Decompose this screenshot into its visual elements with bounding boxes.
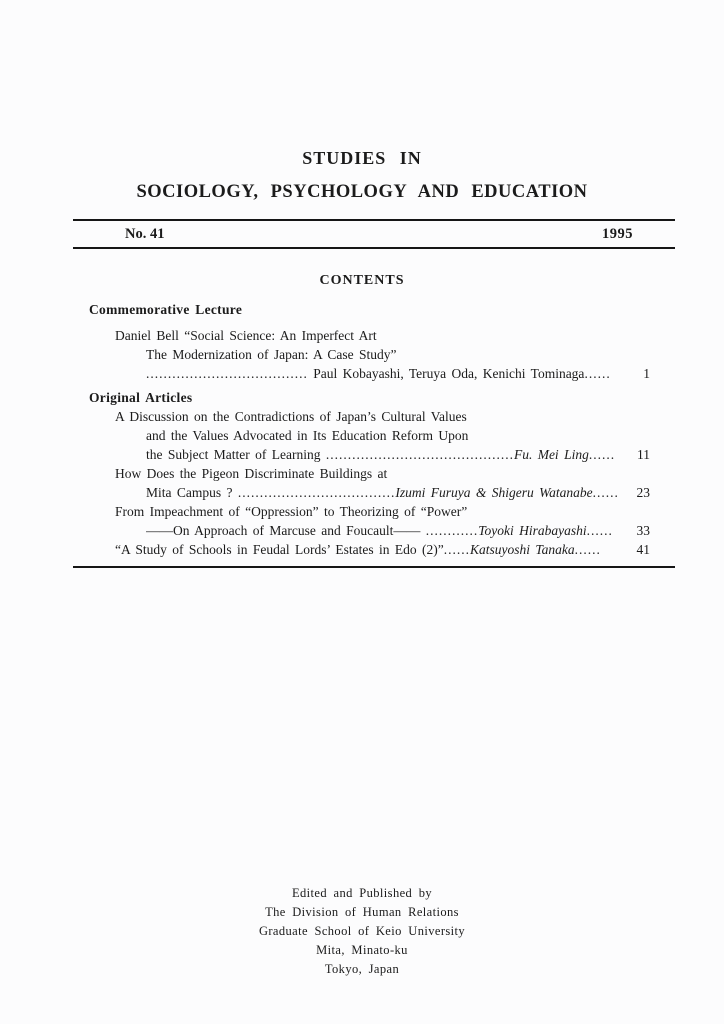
entry-title-line: The Modernization of Japan: A Case Study” [146, 347, 397, 362]
entry-authors: Toyoki Hirabayashi [478, 523, 587, 538]
entry-title-continuation: Mita Campus ? [146, 485, 238, 500]
entry-title-line: From Impeachment of “Oppression” to Theorizing of “Power” [115, 504, 468, 519]
contents-bottom-rule [73, 566, 675, 568]
entry-leader [115, 540, 601, 559]
entry-authors: Fu. Mei Ling [513, 447, 589, 462]
entry-leader [146, 445, 615, 464]
entry-title-continuation: the Subject Matter of Learning [146, 447, 326, 462]
leader-dots: ...... [592, 485, 619, 500]
leader-dots: ...... [586, 523, 613, 538]
leader-dots: ...... [443, 542, 470, 557]
entry-page-number: 33 [636, 523, 650, 538]
leader-dots: ...... [574, 542, 601, 557]
entry-author-page-line [146, 521, 650, 540]
masthead-rule-bottom [73, 247, 675, 249]
entry-title-continuation: “A Study of Schools in Feudal Lords’ Estates in Edo (2)” [115, 542, 444, 557]
section-title-original-articles: Original Articles [89, 390, 193, 405]
entry-leader [146, 364, 611, 383]
entry-author-page-line [115, 540, 650, 559]
contents-heading: CONTENTS [319, 273, 405, 288]
entry-author-page-line [146, 445, 650, 464]
entry-page-number: 1 [643, 366, 650, 381]
entry-authors: Katsuyoshi Tanaka [469, 542, 575, 557]
leader-dots: ...... [588, 447, 616, 462]
issue-number: No. 41 [125, 226, 165, 242]
issue-row [73, 226, 675, 246]
entry-title-line: and the Values Advocated in Its Education Reform Upon [146, 428, 469, 443]
imprint [0, 884, 724, 979]
entry-author-page-line [146, 483, 650, 502]
imprint-line: Mita, Minato-ku [316, 943, 408, 957]
leader-dots: ............ [425, 523, 479, 538]
entry-title-line: How Does the Pigeon Discriminate Buildings at [115, 466, 388, 481]
entry-author-page-line [146, 364, 650, 383]
entry-authors: Izumi Furuya & Shigeru Watanabe [395, 485, 593, 500]
entry-leader [146, 521, 613, 540]
entry-page-number: 41 [636, 542, 650, 557]
masthead-rule-top [73, 219, 675, 221]
journal-title-line1: STUDIES IN [302, 148, 422, 168]
entry-page-number: 23 [636, 485, 650, 500]
imprint-line: The Division of Human Relations [265, 905, 459, 919]
imprint-line: Tokyo, Japan [324, 962, 400, 976]
leader-dots: ..................................... [146, 366, 308, 381]
leader-dots: .................................... [237, 485, 396, 500]
issue-year: 1995 [602, 226, 633, 242]
imprint-line: Graduate School of Keio University [258, 924, 466, 938]
leader-dots: ...... [584, 366, 611, 381]
entry-title-line: Daniel Bell “Social Science: An Imperfect Art [115, 328, 377, 343]
section-title-commemorative-lecture: Commemorative Lecture [89, 302, 243, 317]
imprint-line: Edited and Published by [291, 886, 433, 900]
entry-title-continuation: ——On Approach of Marcuse and Foucault—— [146, 523, 426, 538]
entry-title-line: A Discussion on the Contradictions of Japan’s Cultural Values [115, 409, 467, 424]
entry-authors: Paul Kobayashi, Teruya Oda, Kenichi Tominaga [307, 366, 585, 381]
entry-page-number: 11 [637, 447, 650, 462]
leader-dots: ........................................... [325, 447, 514, 462]
journal-title-line2: SOCIOLOGY, PSYCHOLOGY AND EDUCATION [136, 182, 588, 202]
entry-leader [146, 483, 619, 502]
